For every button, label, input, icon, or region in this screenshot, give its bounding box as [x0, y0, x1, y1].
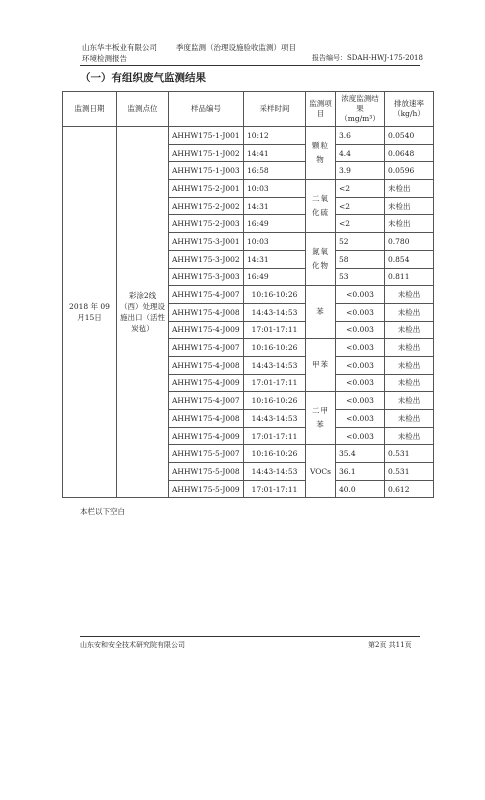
sample-time: 16:49	[244, 215, 306, 233]
conc-value: <2	[336, 180, 385, 198]
conc-value: <0.003	[336, 392, 385, 410]
footer-divider	[80, 636, 420, 637]
sample-id: AHHW175-4-J007	[169, 392, 244, 410]
conc-value: 36.1	[336, 463, 385, 481]
header-divider	[80, 65, 420, 66]
sample-time: 14:43-14:53	[244, 410, 306, 428]
sample-time: 16:49	[244, 268, 306, 286]
conc-value: <2	[336, 215, 385, 233]
sample-time: 10:16-10:26	[244, 392, 306, 410]
sample-time: 17:01-17:11	[244, 321, 306, 339]
sample-id: AHHW175-5-J007	[169, 445, 244, 463]
rate-value: 未检出	[385, 392, 434, 410]
conc-value: <0.003	[336, 410, 385, 428]
rate-value: 未检出	[385, 286, 434, 304]
sample-time: 10:12	[244, 127, 306, 145]
report-type: 环境检测报告	[82, 54, 127, 63]
rate-value: 未检出	[385, 339, 434, 357]
rate-value: 0.531	[385, 463, 434, 481]
rate-value: 未检出	[385, 374, 434, 392]
rate-value: 未检出	[385, 180, 434, 198]
header-rate: 排放速率（kg/h）	[385, 92, 434, 127]
item-xylene: 二甲苯	[306, 392, 336, 445]
header-conc: 浓度监测结果（mg/m³）	[336, 92, 385, 127]
rate-value: 0.854	[385, 250, 434, 268]
sample-id: AHHW175-2-J001	[169, 180, 244, 198]
point-cell: 彩涂2线（西）处理设施出口（活性炭毡）	[117, 127, 169, 498]
sample-id: AHHW175-4-J009	[169, 321, 244, 339]
blank-below-note: 本栏以下空白	[80, 507, 125, 516]
sample-id: AHHW175-5-J008	[169, 463, 244, 481]
rate-value: 0.0596	[385, 162, 434, 180]
sample-id: AHHW175-3-J001	[169, 233, 244, 251]
conc-value: <0.003	[336, 303, 385, 321]
rate-value: 未检出	[385, 321, 434, 339]
sample-id: AHHW175-1-J002	[169, 144, 244, 162]
report-number: 报告编号：SDAH-HWJ-175-2018	[312, 54, 423, 62]
item-so2: 二氧化硫	[306, 180, 336, 233]
sample-id: AHHW175-4-J008	[169, 303, 244, 321]
sample-id: AHHW175-4-J007	[169, 286, 244, 304]
project-title: 季度监测（治理设施验收监测）项目	[176, 43, 296, 52]
conc-value: 58	[336, 250, 385, 268]
table-header-row	[63, 92, 434, 127]
rate-value: 0.612	[385, 480, 434, 498]
conc-value: <0.003	[336, 427, 385, 445]
sample-time: 10:03	[244, 233, 306, 251]
sample-id: AHHW175-1-J001	[169, 127, 244, 145]
conc-value: <0.003	[336, 339, 385, 357]
sample-time: 10:16-10:26	[244, 286, 306, 304]
rate-value: 未检出	[385, 197, 434, 215]
sample-id: AHHW175-4-J007	[169, 339, 244, 357]
sample-time: 14:43-14:53	[244, 356, 306, 374]
conc-value: 52	[336, 233, 385, 251]
sample-time: 10:16-10:26	[244, 339, 306, 357]
sample-id: AHHW175-5-J009	[169, 480, 244, 498]
sample-time: 16:58	[244, 162, 306, 180]
conc-value: 3.9	[336, 162, 385, 180]
company-name: 山东华丰板业有限公司	[82, 43, 157, 52]
header-date: 监测日期	[63, 92, 117, 127]
item-toluene: 甲苯	[306, 339, 336, 392]
sample-id: AHHW175-3-J003	[169, 268, 244, 286]
sample-time: 14:41	[244, 144, 306, 162]
rate-value: 未检出	[385, 356, 434, 374]
sample-time: 10:16-10:26	[244, 445, 306, 463]
sample-time: 17:01-17:11	[244, 374, 306, 392]
sample-time: 14:43-14:53	[244, 303, 306, 321]
sample-time: 14:31	[244, 250, 306, 268]
header-time: 采样时间	[244, 92, 306, 127]
header-item: 监测项目	[306, 92, 336, 127]
conc-value: <2	[336, 197, 385, 215]
item-particulate: 颗粒物	[306, 127, 336, 180]
item-vocs: VOCs	[306, 445, 336, 498]
sample-time: 14:43-14:53	[244, 463, 306, 481]
rate-value: 0.780	[385, 233, 434, 251]
footer-page-number: 第2页 共11页	[368, 641, 412, 649]
rate-value: 0.531	[385, 445, 434, 463]
rate-value: 0.0540	[385, 127, 434, 145]
sample-time: 14:31	[244, 197, 306, 215]
conc-value: 4.4	[336, 144, 385, 162]
header-point: 监测点位	[117, 92, 169, 127]
conc-value: <0.003	[336, 374, 385, 392]
rate-value: 未检出	[385, 410, 434, 428]
rate-value: 未检出	[385, 427, 434, 445]
conc-value: <0.003	[336, 286, 385, 304]
sample-time: 17:01-17:11	[244, 427, 306, 445]
rate-value: 未检出	[385, 215, 434, 233]
conc-value: <0.003	[336, 356, 385, 374]
sample-id: AHHW175-4-J009	[169, 427, 244, 445]
sample-time: 10:03	[244, 180, 306, 198]
rate-value: 0.0648	[385, 144, 434, 162]
sample-id: AHHW175-3-J002	[169, 250, 244, 268]
header-left	[82, 42, 157, 64]
conc-value: 53	[336, 268, 385, 286]
sample-id: AHHW175-4-J008	[169, 356, 244, 374]
header-sample: 样品编号	[169, 92, 244, 127]
conc-value: 40.0	[336, 480, 385, 498]
table-row	[63, 127, 434, 145]
sample-time: 17:01-17:11	[244, 480, 306, 498]
section-title: （一）有组织废气监测结果	[80, 72, 206, 84]
sample-id: AHHW175-1-J003	[169, 162, 244, 180]
sample-id: AHHW175-4-J008	[169, 410, 244, 428]
monitoring-table	[62, 91, 434, 498]
sample-id: AHHW175-2-J002	[169, 197, 244, 215]
conc-value: <0.003	[336, 321, 385, 339]
conc-value: 35.4	[336, 445, 385, 463]
sample-id: AHHW175-4-J009	[169, 374, 244, 392]
footer-institute: 山东安和安全技术研究院有限公司	[80, 641, 185, 649]
item-nox: 氮氧化物	[306, 233, 336, 286]
sample-id: AHHW175-2-J003	[169, 215, 244, 233]
date-cell: 2018 年 09 月15日	[63, 127, 117, 498]
conc-value: 3.6	[336, 127, 385, 145]
rate-value: 0.811	[385, 268, 434, 286]
rate-value: 未检出	[385, 303, 434, 321]
item-benzene: 苯	[306, 286, 336, 339]
